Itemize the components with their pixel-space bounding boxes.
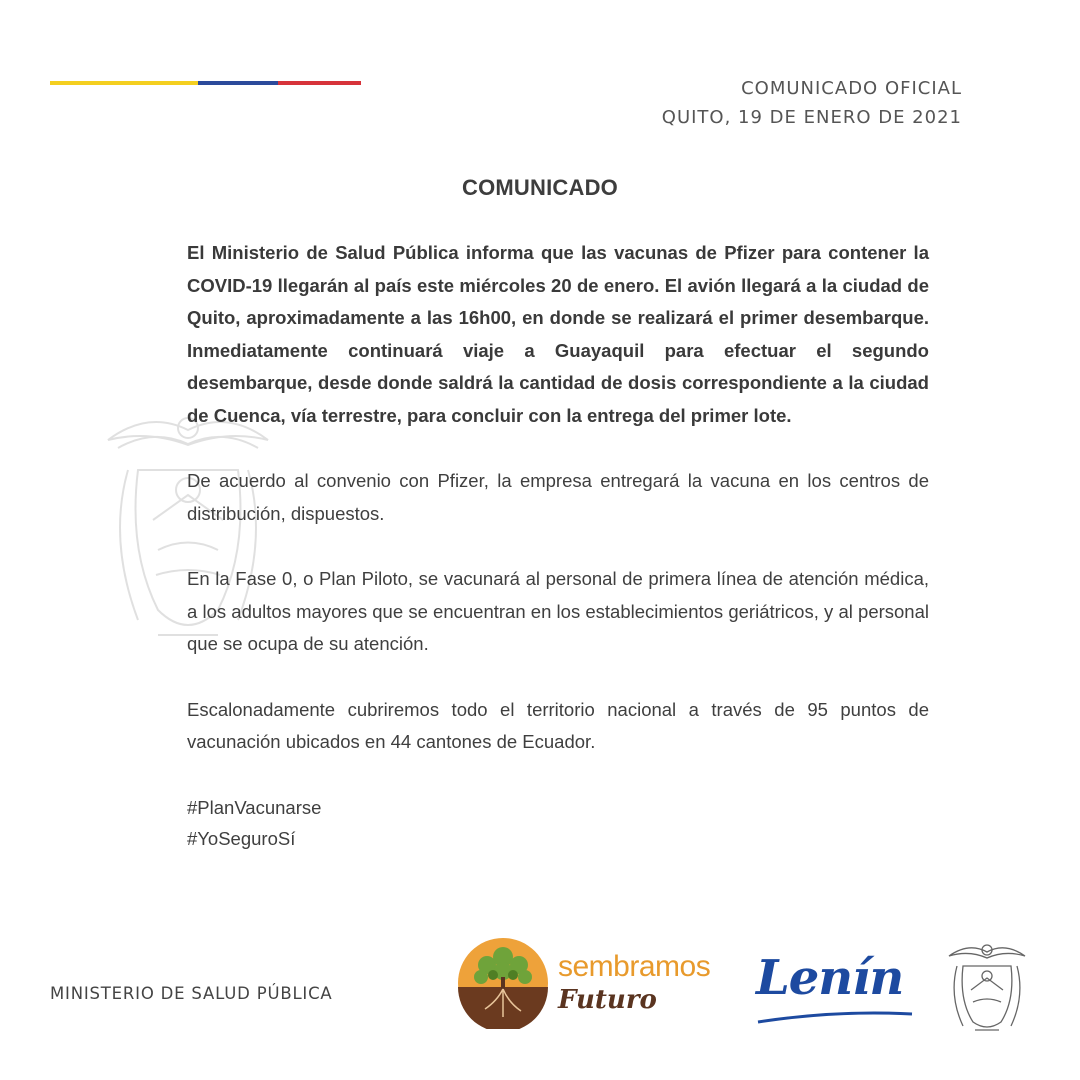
sembramos-tree-icon [457, 937, 549, 1029]
hashtag-list [187, 792, 929, 854]
header-label: COMUNICADO OFICIAL [741, 78, 962, 99]
lenin-signature: Lenín [756, 950, 904, 1006]
flag-color-bar [50, 81, 361, 85]
communique-body [187, 237, 929, 854]
ecuador-coat-of-arms-icon [945, 938, 1029, 1034]
hashtag-yo-seguro-si: #YoSeguroSí [187, 827, 296, 849]
hashtag-plan-vacunarse: #PlanVacunarse [187, 796, 322, 818]
futuro-wordmark: Futuro [558, 985, 657, 1015]
ministry-name: MINISTERIO DE SALUD PÚBLICA [50, 984, 333, 1003]
flag-blue-stripe [198, 81, 278, 85]
sembramos-wordmark: sembramos [558, 950, 711, 983]
signature-underline-icon [756, 1008, 914, 1024]
paragraph-phase-zero: En la Fase 0, o Plan Piloto, se vacunará al personal de primera línea de atención médica, a los adultos mayores que se encuentran en los establecimientos geriátricos, y al personal que se ocupa de su atención. [187, 568, 929, 654]
page-title: COMUNICADO [462, 175, 618, 200]
flag-red-stripe [278, 81, 361, 85]
paragraph-announcement: El Ministerio de Salud Pública informa que las vacunas de Pfizer para contener la COVID-19 llegarán al país este miércoles 20 de enero. El avión llegará a la ciudad de Quito, aproximadamente a las 16h00, en donde se realizará el primer desembarque. Inmediatamente continuará viaje a Guayaquil para efectuar el segundo desembarque, desde donde saldrá la cantidad de dosis correspondiente a la ciudad de Cuenca, vía terrestre, para concluir con la entrega del primer lote. [187, 242, 929, 426]
paragraph-coverage: Escalonadamente cubriremos todo el territorio nacional a través de 95 puntos de vacunación ubicados en 44 cantones de Ecuador. [187, 698, 929, 752]
flag-yellow-stripe [50, 81, 198, 85]
header-date: QUITO, 19 DE ENERO DE 2021 [661, 107, 962, 128]
header-info [662, 74, 962, 132]
paragraph-agreement: De acuerdo al convenio con Pfizer, la empresa entregará la vacuna en los centros de distribución, dispuestos. [187, 470, 929, 524]
